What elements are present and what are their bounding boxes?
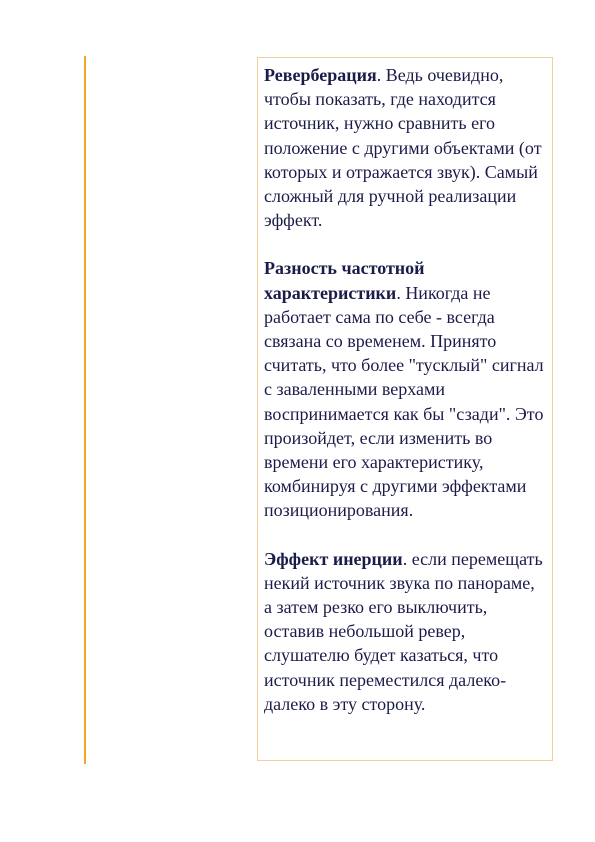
paragraph-frequency-response [264,256,546,522]
paragraph-term: Эффект инерции [264,548,403,569]
paragraph-term: Разность частотной характеристики [264,258,425,303]
paragraph-inertia-effect [264,547,546,716]
paragraph-text: . если перемещать некий источник звука по панораме, а затем резко его выключить, оставив небольшой ревер, слушателю будет казаться, что источник переместился далеко-далеко в эту сторону. [264,548,543,714]
paragraph-reverberation [264,63,546,232]
text-box [257,57,553,761]
paragraph-text: . Никогда не работает сама по себе - всегда связана со временем. Принято считать, что более "тусклый" сигнал с заваленными верхами воспринимается как бы "сзади". Это произойдет, если изменить во времени его характеристику, комбинируя с другими эффектами позиционирования. [264,282,544,521]
left-margin-rule [84,56,86,764]
paragraph-text: . Ведь очевидно, чтобы показать, где находится источник, нужно сравнить его положение с другими объектами (от которых и отражается звук). Самый сложный для ручной реализации эффект. [264,65,542,231]
paragraph-term: Реверберация [264,65,377,85]
